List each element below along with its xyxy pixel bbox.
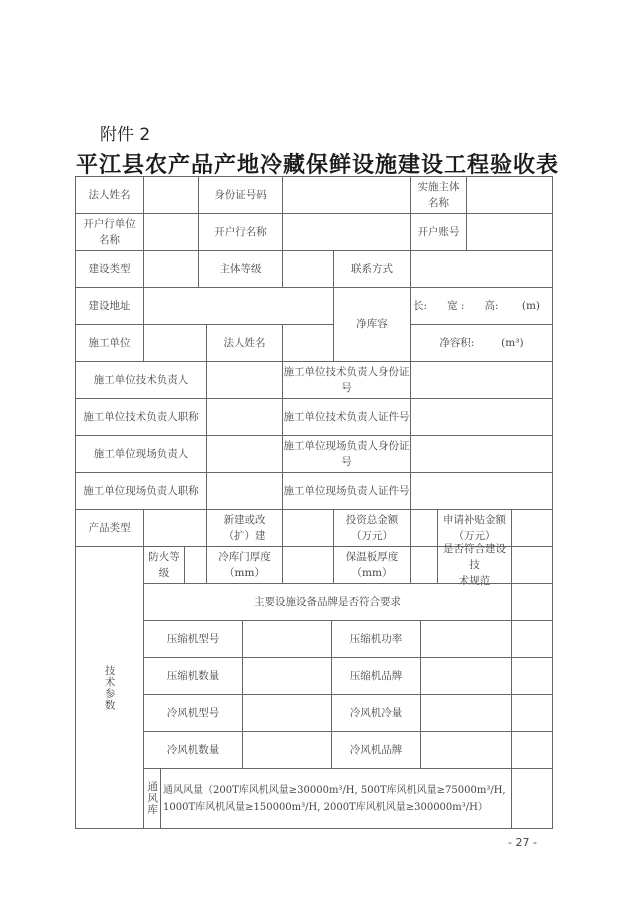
compressor-count-field[interactable] (242, 657, 332, 695)
label-id-number: 身份证号码 (198, 176, 283, 214)
site-lead-cert-field[interactable] (410, 472, 553, 510)
label-fire-rating: 防火等级 (143, 546, 185, 584)
compressor-power-field[interactable] (420, 620, 512, 658)
total-investment-field[interactable] (410, 509, 438, 547)
label-meets-spec: 是否符合建设技 术规范 (437, 546, 512, 584)
label-brand-compliance: 主要设施设备品牌是否符合要求 (143, 583, 512, 621)
fan-model-field[interactable] (242, 694, 332, 732)
bank-account-field[interactable] (466, 213, 553, 251)
label-tech-lead: 施工单位技术负责人 (75, 361, 207, 399)
product-type-field[interactable] (143, 509, 207, 547)
door-thickness-field[interactable] (282, 546, 334, 584)
compressor-brand-field[interactable] (420, 657, 512, 695)
label-site-lead-id: 施工单位现场负责人身份证号 (282, 435, 411, 473)
meets-spec-field[interactable] (511, 546, 553, 584)
brand-compliance-field[interactable] (511, 583, 553, 621)
label-door-thickness: 冷库门厚度 （mm） (206, 546, 283, 584)
label-tech-params (75, 546, 144, 829)
label-bank-unit-name: 开户行单位 名称 (75, 213, 144, 251)
label-fan-count: 冷风机数量 (143, 731, 243, 769)
label-tech-lead-id: 施工单位技术负责人身份证号 (282, 361, 411, 399)
form-title: 平江县农产品产地冷藏保鲜设施建设工程验收表 (75, 152, 559, 178)
fan-cooling-field[interactable] (420, 694, 512, 732)
page-number: - 27 - (508, 836, 537, 849)
site-lead-id-field[interactable] (410, 435, 553, 473)
label-total-investment: 投资总金额 （万元） (333, 509, 411, 547)
net-volume-field[interactable]: 净容积: (m³) (410, 324, 553, 362)
compressor-power-check[interactable] (511, 620, 553, 658)
label-compressor-model: 压缩机型号 (143, 620, 243, 658)
id-number-field[interactable] (282, 176, 411, 214)
label-legal-person-name: 法人姓名 (75, 176, 144, 214)
label-site-lead-cert: 施工单位现场负责人证件号 (282, 472, 411, 510)
label-bank-name: 开户行名称 (198, 213, 283, 251)
contractor-legal-name-field[interactable] (282, 324, 334, 362)
subsidy-amount-field[interactable] (511, 509, 553, 547)
entity-name-field[interactable] (466, 176, 553, 214)
tech-lead-field[interactable] (206, 361, 283, 399)
label-contractor-legal-name: 法人姓名 (206, 324, 283, 362)
contractor-field[interactable] (143, 324, 207, 362)
construction-type-field[interactable] (143, 250, 199, 288)
label-product-type: 产品类型 (75, 509, 144, 547)
label-compressor-power: 压缩机功率 (331, 620, 421, 658)
panel-thickness-field[interactable] (410, 546, 438, 584)
attachment-label: 附件 2 (100, 125, 151, 145)
dimensions-field[interactable]: 长: 宽 : 高: (m) (410, 287, 553, 325)
construction-address-field[interactable] (143, 287, 334, 325)
vent-requirement-check[interactable] (511, 768, 553, 829)
label-site-lead: 施工单位现场负责人 (75, 435, 207, 473)
label-fan-model: 冷风机型号 (143, 694, 243, 732)
new-or-rebuild-field[interactable] (282, 509, 334, 547)
bank-name-field[interactable] (282, 213, 411, 251)
fan-cooling-check[interactable] (511, 694, 553, 732)
tech-params-text: 技术参数 (103, 664, 116, 711)
fan-brand-check[interactable] (511, 731, 553, 769)
label-compressor-count: 压缩机数量 (143, 657, 243, 695)
label-contractor: 施工单位 (75, 324, 144, 362)
legal-person-name-field[interactable] (143, 176, 199, 214)
tech-lead-id-field[interactable] (410, 361, 553, 399)
label-construction-type: 建设类型 (75, 250, 144, 288)
vent-requirement-text: 通风风量（200T库风机风量≥30000m³/H, 500T库风机风量≥75000m³/H, 1000T库风机风量≥150000m³/H, 2000T库风机风量≥300000m³/H） (160, 768, 512, 829)
site-lead-title-field[interactable] (206, 472, 283, 510)
compressor-brand-check[interactable] (511, 657, 553, 695)
label-tech-lead-cert: 施工单位技术负责人证件号 (282, 398, 411, 436)
tech-lead-title-field[interactable] (206, 398, 283, 436)
label-tech-lead-title: 施工单位技术负责人职称 (75, 398, 207, 436)
label-entity-grade: 主体等级 (198, 250, 283, 288)
site-lead-field[interactable] (206, 435, 283, 473)
label-contact: 联系方式 (333, 250, 411, 288)
fan-brand-field[interactable] (420, 731, 512, 769)
fan-count-field[interactable] (242, 731, 332, 769)
entity-grade-field[interactable] (282, 250, 334, 288)
label-site-lead-title: 施工单位现场负责人职称 (75, 472, 207, 510)
label-construction-address: 建设地址 (75, 287, 144, 325)
label-new-or-rebuild: 新建或改 （扩）建 (206, 509, 283, 547)
tech-lead-cert-field[interactable] (410, 398, 553, 436)
label-net-capacity: 净库容 (333, 287, 411, 362)
label-fan-cooling: 冷风机冷量 (331, 694, 421, 732)
label-vent-storage (143, 768, 161, 829)
bank-unit-name-field[interactable] (143, 213, 199, 251)
label-subsidy-amount: 申请补贴金额 （万元） (437, 509, 512, 547)
label-panel-thickness: 保温板厚度 （mm） (333, 546, 411, 584)
label-compressor-brand: 压缩机品牌 (331, 657, 421, 695)
contact-field[interactable] (410, 250, 553, 288)
vent-storage-text: 通风库 (146, 781, 159, 816)
fire-rating-field[interactable] (184, 546, 207, 584)
label-entity-name: 实施主体 名称 (410, 176, 467, 214)
label-bank-account: 开户账号 (410, 213, 467, 251)
label-fan-brand: 冷风机品牌 (331, 731, 421, 769)
compressor-model-field[interactable] (242, 620, 332, 658)
